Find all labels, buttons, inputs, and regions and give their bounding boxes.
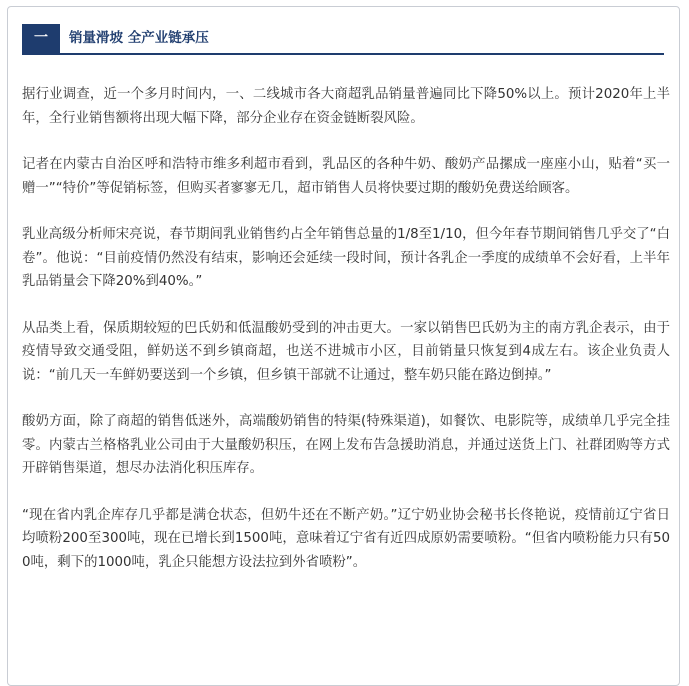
paragraph-6: “现在省内乳企库存几乎都是满仓状态，但奶牛还在不断产奶。”辽宁奶业协会秘书长佟艳说，疫情前辽宁省日均喷粉200至300吨，现在已增长到1500吨，意味着辽宁省有近四成原奶需要喷粉。“但省内喷粉能力只有500吨，剩下的1000吨，乳企只能想方设法拉到外省喷粉”。 <box>22 507 670 570</box>
paragraph-4: 从品类上看，保质期较短的巴氏奶和低温酸奶受到的冲击更大。一家以销售巴氏奶为主的南方乳企表示，由于疫情导致交通受阻，鲜奶送不到乡镇商超，也送不进城市小区，目前销量只恢复到4成左右。该企业负责人说：“前几天一车鲜奶要送到一个乡镇，但乡镇干部就不让通过，整车奶只能在路边倒掉。” <box>22 320 670 383</box>
paragraph-1: 据行业调查，近一个多月时间内，一、二线城市各大商超乳品销量普遍同比下降50%以上。预计2020年上半年，全行业销售额将出现大幅下降，部分企业存在资金链断裂风险。 <box>22 87 670 126</box>
paragraph-3: 乳业高级分析师宋亮说，春节期间乳业销售约占全年销售总量的1/8至1/10，但今年春节期间销售几乎交了“白卷”。他说：“目前疫情仍然没有结束，影响还会延续一段时间，预计各乳企一季度的成绩单不会好看，上半年乳品销量会下降20%到40%。” <box>22 227 670 289</box>
paragraph-2: 记者在内蒙古自治区呼和浩特市维多利超市看到，乳品区的各种牛奶、酸奶产品摞成一座座小山，贴着“买一赠一”“特价”等促销标签，但购买者寥寥无几，超市销售人员将快要过期的酸奶免费送给顾客。 <box>22 157 670 196</box>
article-body <box>22 83 670 597</box>
section-title: 销量滑坡 全产业链承压 <box>69 30 209 46</box>
section-number-badge: 一 <box>22 24 60 53</box>
section-header <box>22 24 664 55</box>
paragraph-5: 酸奶方面，除了商超的销售低迷外，高端酸奶销售的特渠(特殊渠道)，如餐饮、电影院等，成绩单几乎完全挂零。内蒙古兰格格乳业公司由于大量酸奶积压，在网上发布告急援助消息，并通过送货上门、社群团购等方式开辟销售渠道，想尽办法消化积压库存。 <box>22 414 670 476</box>
